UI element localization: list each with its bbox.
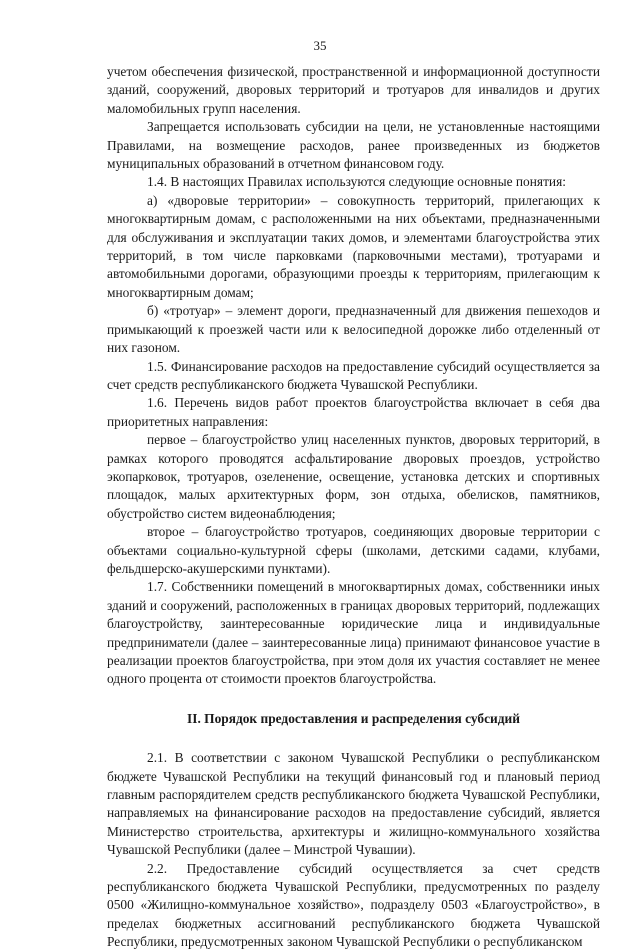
paragraph: 1.6. Перечень видов работ проектов благоустройства включает в себя два приоритетных направления: (107, 395, 600, 429)
paragraph: б) «тротуар» – элемент дороги, предназначенный для движения пешеходов и примыкающий к проезжей части или к велосипедной дорожке либо отделенный от них газоном. (107, 303, 600, 356)
paragraph: первое – благоустройство улиц населенных пунктов, дворовых территорий, в рамках которого проводятся асфальтирование дворовых проездов, устройство экопарковок, тротуаров, озеленение, освещение, установка детских и спортивных площадок, малых архитектурных форм, зон отдыха, обелисков, памятников, обустройство систем видеонаблюдения; (107, 432, 600, 521)
paragraph: учетом обеспечения физической, пространственной и информационной доступности зданий, сооружений, дворовых территорий и тротуаров для инвалидов и других маломобильных групп населения. (107, 64, 600, 116)
paragraph: 1.7. Собственники помещений в многоквартирных домах, собственники иных зданий и сооружений, расположенных в границах дворовых территорий, подлежащих благоустройству, заинтересованные юридические лица и индивидуальные предприниматели (далее – заинтересованные лица) принимают финансовое участие в реализации проектов благоустройства, при этом доля их участия составляет не менее одного процента от стоимости проектов благоустройства. (107, 579, 600, 687)
paragraph: второе – благоустройство тротуаров, соединяющих дворовые территории с объектами социально-культурной сферы (школами, детскими садами, клубами, фельдшерско-акушерскими пунктами). (107, 524, 600, 576)
paragraph: 1.4. В настоящих Правилах используются следующие основные понятия: (147, 174, 566, 190)
paragraph: а) «дворовые территории» – совокупность территорий, прилегающих к многоквартирным домам, с расположенными на них объектами, предназначенными для обслуживания и эксплуатации таких домов, и элементами благоустройства этих территорий, в том числе парковками (парковочными местами), тротуарами и автомобильными дорогами, образующими проезды к территориям, прилегающим к многоквартирным домам; (107, 192, 600, 300)
section-heading: II. Порядок предоставления и распределения субсидий (187, 710, 520, 726)
paragraph: 2.1. В соответствии с законом Чувашской Республики о республиканском бюджете Чувашской Республики на текущий финансовый год и плановый период главным распорядителем средств республиканского бюджета Чувашской Республики, направляемых на финансирование расходов на предоставление субсидий, является Министерство строительства, архитектуры и жилищно-коммунального хозяйства Чувашской Республики (далее – Минстрой Чувашии). (107, 750, 600, 858)
paragraph: 2.2. Предоставление субсидий осуществляется за счет средств республиканского бюджета Чувашской Республики, предусмотренных по разделу 0500 «Жилищно-коммунальное хозяйство», подразделу 0503 «Благоустройство», в пределах бюджетных ассигнований республиканского бюджета Чувашской Республики, предусмотренных законом Чувашской Республики о республиканском (107, 860, 600, 950)
paragraph: Запрещается использовать субсидии на цели, не установленные настоящими Правилами, на возмещение расходов, ранее произведенных из бюджетов муниципальных образований в отчетном финансовом году. (107, 119, 600, 172)
page-number: 35 (313, 38, 327, 53)
document-body (107, 63, 600, 952)
paragraph: 1.5. Финансирование расходов на предоставление субсидий осуществляется за счет средств республиканского бюджета Чувашской Республики. (107, 358, 600, 392)
